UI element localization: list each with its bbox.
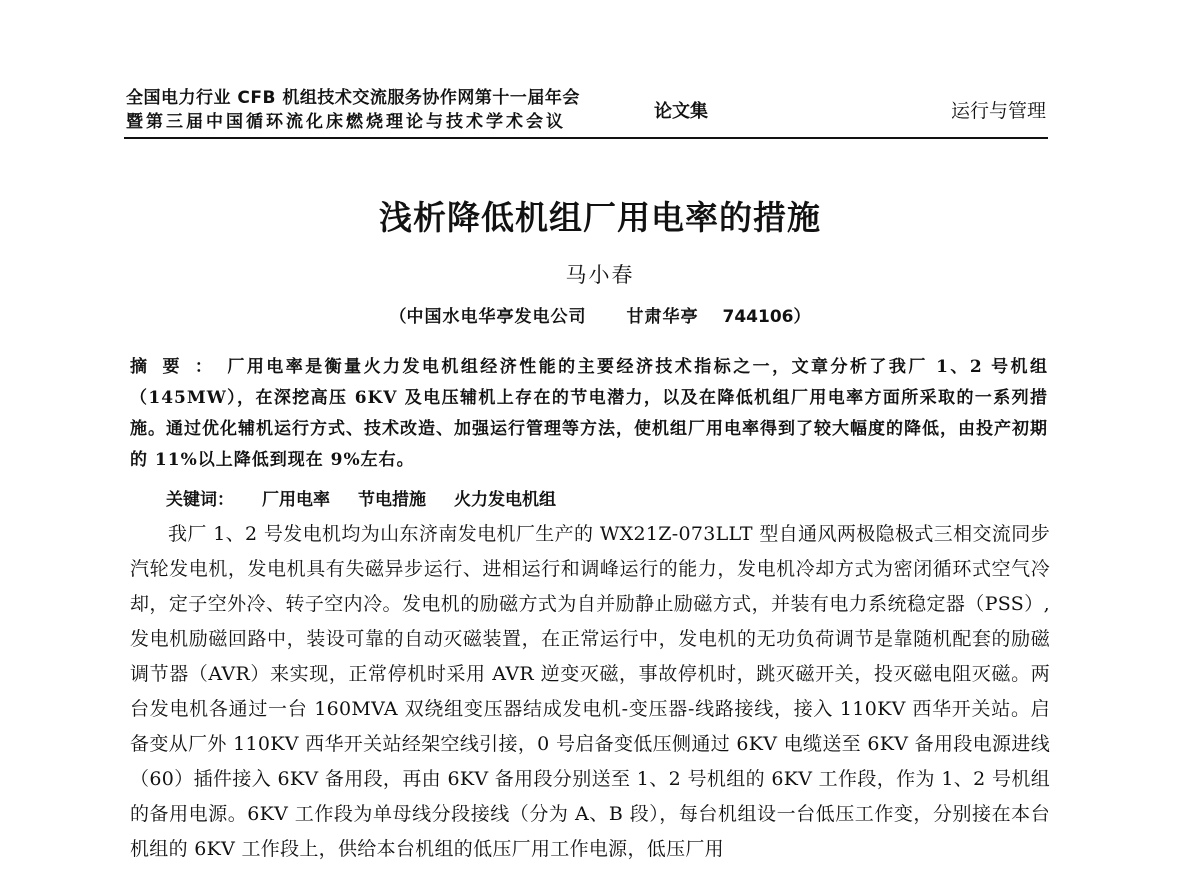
affiliation-close-paren: ）	[793, 307, 811, 327]
paper-title: 浅析降低机组厂用电率的措施	[379, 198, 821, 237]
keyword-item: 火力发电机组	[454, 490, 556, 510]
abstract	[130, 352, 1048, 476]
keywords	[166, 485, 556, 510]
conference-name	[126, 86, 580, 134]
header-rule	[124, 137, 1048, 139]
affiliation-zip: 744106	[722, 307, 794, 327]
affiliation	[0, 302, 1200, 327]
keywords-label: 关键词：	[166, 490, 234, 510]
collection-label: 论文集	[654, 101, 708, 122]
keyword-item: 节电措施	[358, 490, 426, 510]
affiliation-open-paren: （	[389, 307, 407, 327]
conference-line-1: 全国电力行业 CFB 机组技术交流服务协作网第十一届年会	[126, 88, 580, 108]
author-name: 马小春	[565, 263, 635, 287]
section-label: 运行与管理	[950, 100, 1046, 122]
running-header	[126, 86, 1046, 138]
conference-line-2: 暨第三届中国循环流化床燃烧理论与技术学术会议	[126, 112, 566, 132]
body-paragraph: 我厂 1、2 号发电机均为山东济南发电机厂生产的 WX21Z-073LLT 型自通风两极隐极式三相交流同步汽轮发电机，发电机具有失磁异步运行、进相运行和调峰运行的能力，发电机冷却方式为密闭循环式空气冷却，定子空外冷、转子空内冷。发电机的励磁方式为自并励静止励磁方式，并装有电力系统稳定器（PSS）,发电机励磁回路中，装设可靠的自动灭磁装置，在正常运行中，发电机的无功负荷调节是靠随机配套的励磁调节器（AVR）来实现，正常停机时采用 AVR 逆变灭磁，事故停机时，跳灭磁开关，投灭磁电阻灭磁。两台发电机各通过一台 160MVA 双绕组变压器结成发电机-变压器-线路接线，接入 110KV 西华开关站。启备变从厂外 110KV 西华开关站经架空线引接，0 号启备变低压侧通过 6KV 电缆送至 6KV 备用段电源进线（60）插件接入 6KV 备用段，再由 6KV 备用段分别送至 1、2 号机组的 6KV 工作段，作为 1、2 号机组的备用电源。6KV 工作段为单母线分段接线（分为 A、B 段），每台机组设一台低压工作变，分别接在本台机组的 6KV 工作段上，供给本台机组的低压厂用工作电源，低压厂用	[130, 523, 1050, 860]
keyword-item: 厂用电率	[262, 490, 330, 510]
abstract-label: 摘要：	[130, 357, 228, 377]
affiliation-place: 甘肃华亭	[626, 307, 699, 327]
affiliation-org: 中国水电华亭发电公司	[406, 307, 587, 327]
abstract-text: 厂用电率是衡量火力发电机组经济性能的主要经济技术指标之一，文章分析了我厂 1、2 号机组（145MW），在深挖高压 6KV 及电压辅机上存在的节电潜力，以及在降低机组厂用电率方面所采取的一系列措施。通过优化辅机运行方式、技术改造、加强运行管理等方法，使机组厂用电率得到了较大幅度的降低，由投产初期的 11%以上降低到现在 9%左右。	[130, 357, 1049, 470]
